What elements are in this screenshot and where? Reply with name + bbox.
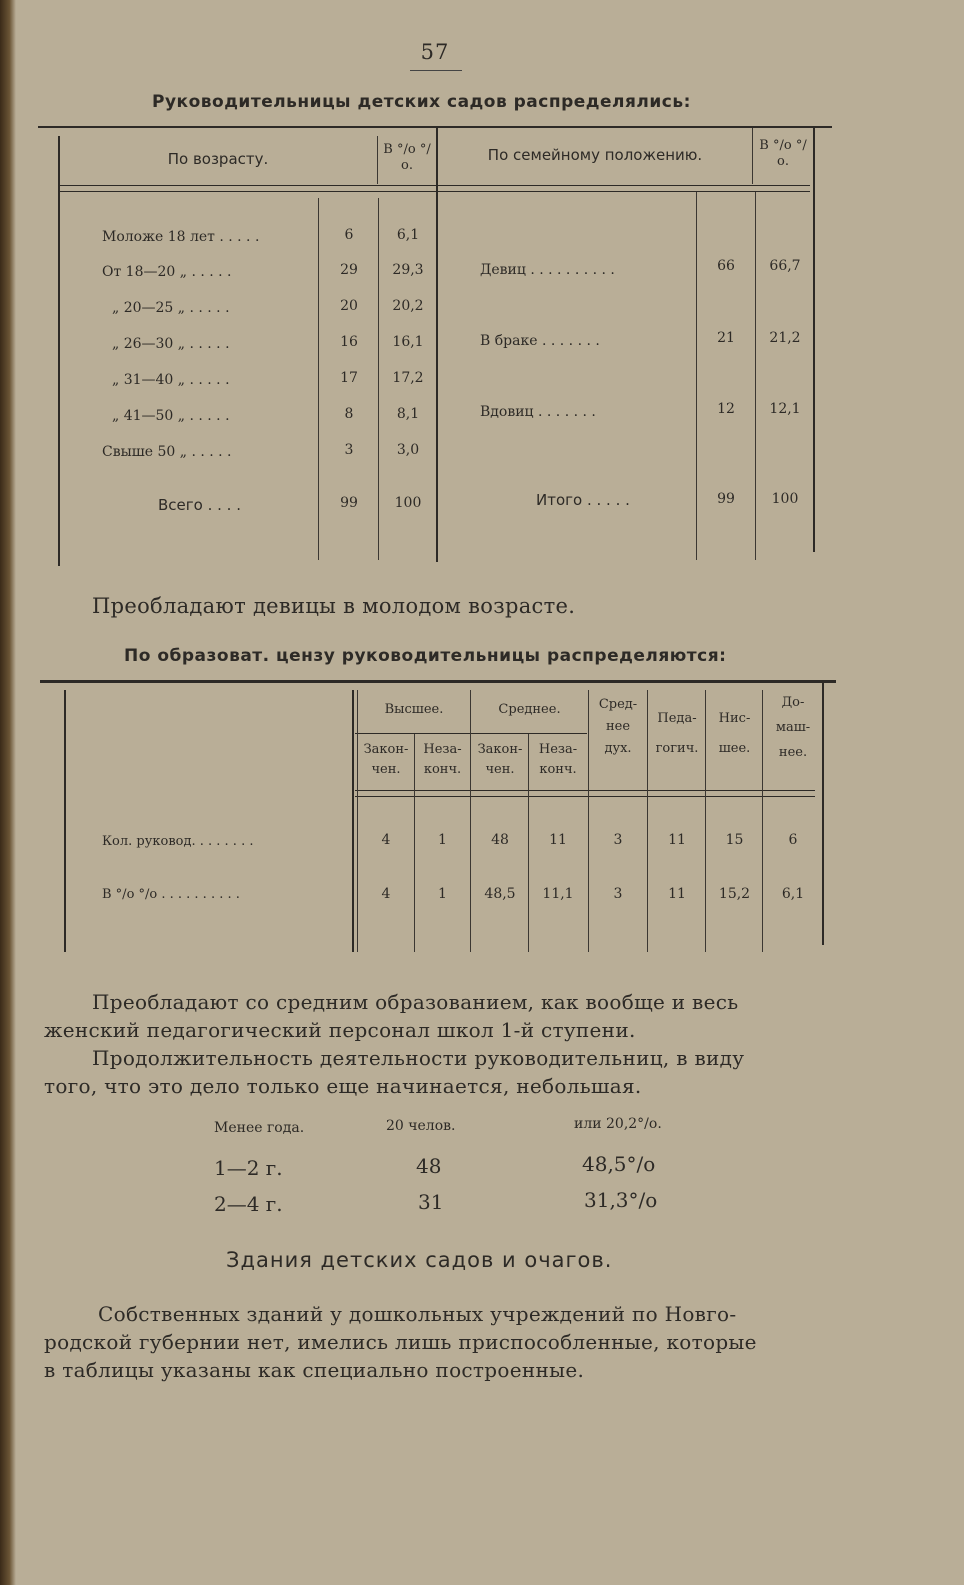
table1-middle-divider	[436, 128, 438, 562]
duration-count: 31	[418, 1190, 444, 1214]
header-pedagogical	[649, 704, 705, 764]
age-row-label: „ 26—30 „ . . . . .	[112, 336, 230, 352]
duration-count: 48	[416, 1154, 442, 1178]
header-home	[764, 690, 822, 765]
table2-row-label: Кол. руковод. . . . . . . .	[102, 834, 254, 849]
table1-divider	[377, 136, 378, 184]
family-row-label: Девиц . . . . . . . . . .	[480, 262, 615, 278]
header-incomplete	[415, 740, 470, 780]
table1-divider	[752, 128, 753, 184]
table2-cell: 11	[549, 832, 567, 848]
header-sec-spiritual	[590, 694, 646, 760]
table2-cell: 4	[381, 832, 391, 848]
table2-divider	[470, 690, 471, 952]
table2-cell: 11	[668, 832, 686, 848]
table2-cell: 15	[725, 832, 744, 848]
age-row-pct: 3,0	[396, 442, 420, 458]
family-row-pct: 66,7	[769, 258, 801, 274]
age-row-pct: 6,1	[396, 227, 420, 243]
table2-divider	[588, 690, 589, 952]
header-line: нее.	[778, 745, 808, 760]
table2-cell: 3	[613, 832, 623, 848]
table2-row-label: В °/о °/о . . . . . . . . . .	[102, 887, 240, 902]
family-row-pct: 21,2	[769, 330, 801, 346]
header-completed	[358, 740, 414, 780]
duration-pct: 48,5°/о	[582, 1152, 656, 1176]
table2-cell: 15,2	[718, 886, 751, 902]
paragraph-girls-predominate: Преобладают девицы в молодом возрасте.	[92, 594, 576, 618]
family-total-label: Итого . . . . .	[536, 491, 630, 509]
header-line: дух.	[604, 741, 632, 756]
header-line: Педа-	[657, 711, 697, 726]
paragraph-secondary-line1: Преобладают со средним образованием, как вообще и весь	[92, 990, 739, 1014]
page-number-rule	[410, 70, 462, 71]
table1-left-border	[58, 136, 60, 566]
table1-divider	[378, 198, 379, 560]
table2-divider	[705, 690, 706, 952]
age-total-pct: 100	[394, 495, 422, 511]
table2-cell: 4	[381, 886, 391, 902]
age-row-count: 16	[340, 334, 358, 350]
header-line: конч.	[539, 762, 577, 777]
family-total-pct: 100	[771, 491, 799, 507]
table1-header-rule2	[58, 191, 810, 192]
duration-period: Менее года.	[214, 1120, 305, 1136]
table2-divider	[647, 690, 648, 952]
paragraph-buildings-line1: Собственных зданий у дошкольных учреждений по Новго-	[98, 1302, 737, 1326]
table1-right-border	[813, 128, 815, 552]
table1-header-rule	[58, 185, 810, 186]
table2-left-border	[64, 690, 66, 952]
age-row-pct: 16,1	[392, 334, 424, 350]
family-row-label: Вдовиц . . . . . . .	[480, 404, 596, 420]
book-spine-shadow	[0, 0, 16, 1585]
header-line: конч.	[423, 762, 462, 777]
duration-period: 1—2 г.	[214, 1156, 283, 1180]
table2-cell: 6	[788, 832, 798, 848]
header-secondary: Среднее.	[498, 702, 561, 717]
header-line: маш-	[775, 720, 811, 735]
table2-header-rule	[355, 790, 815, 791]
table2-cell: 11	[668, 886, 686, 902]
family-row-label: В браке . . . . . . .	[480, 333, 600, 349]
table1-divider	[755, 192, 756, 560]
header-line: Сред-	[598, 697, 638, 712]
header-completed	[472, 740, 528, 780]
table2-cell: 48	[491, 832, 509, 848]
family-row-count: 66	[717, 258, 735, 274]
paragraph-duration-line1: Продолжительность деятельности руководительниц, в виду	[92, 1046, 745, 1070]
header-family: По семейному положению.	[487, 146, 703, 164]
family-total-count: 99	[717, 491, 735, 507]
header-line: Неза-	[538, 742, 578, 757]
header-lower	[707, 704, 762, 764]
header-line: Закон-	[477, 742, 523, 757]
table1-top-rule	[38, 126, 832, 128]
header-line: Закон-	[363, 742, 409, 757]
age-row-count: 6	[344, 227, 354, 243]
table2-divider	[762, 690, 763, 952]
age-row-label: „ 20—25 „ . . . . .	[112, 300, 230, 316]
age-row-count: 8	[344, 406, 354, 422]
age-row-pct: 29,3	[392, 262, 424, 278]
header-age: По возрасту.	[167, 150, 269, 168]
table2-subheader-rule	[355, 733, 587, 734]
age-row-count: 17	[340, 370, 358, 386]
header-line: чен.	[371, 762, 401, 777]
header-line: шее.	[718, 741, 751, 756]
age-row-count: 20	[340, 298, 358, 314]
age-row-count: 3	[344, 442, 354, 458]
paragraph-buildings-line2: родской губернии нет, имелись лишь приспособленные, которые	[44, 1330, 757, 1354]
section-title: Здания детских садов и очагов.	[226, 1248, 613, 1272]
age-row-pct: 8,1	[396, 406, 420, 422]
table2-cell: 1	[438, 886, 447, 902]
table1-divider	[318, 198, 319, 560]
family-row-pct: 12,1	[769, 401, 801, 417]
age-row-label: Моложе 18 лет . . . . .	[102, 229, 260, 245]
header-line: Нис-	[718, 711, 751, 726]
age-row-count: 29	[340, 262, 358, 278]
duration-pct: или 20,2°/о.	[574, 1116, 662, 1132]
table2-stub-divider	[352, 690, 354, 952]
header-higher: Высшее.	[384, 702, 444, 717]
header-pct: В °/о °/о.	[383, 142, 431, 173]
header-line: До-	[781, 695, 805, 710]
table2-caption: По образоват. цензу руководительницы распределяются:	[124, 646, 727, 666]
header-line: Неза-	[423, 742, 462, 757]
header-pct2: В °/о °/о.	[759, 138, 807, 169]
duration-pct: 31,3°/о	[584, 1188, 658, 1212]
header-line: чен.	[485, 762, 515, 777]
paragraph-duration-line2: того, что это дело только еще начинается, небольшая.	[44, 1074, 642, 1098]
paragraph-buildings-line3: в таблицы указаны как специально построенные.	[44, 1358, 585, 1382]
table2-stub-divider	[357, 690, 358, 952]
duration-count: 20 челов.	[386, 1118, 456, 1134]
age-row-label: „ 31—40 „ . . . . .	[112, 372, 230, 388]
age-total-label: Всего . . . .	[158, 496, 241, 514]
age-row-label: „ 41—50 „ . . . . .	[112, 408, 230, 424]
age-row-pct: 20,2	[392, 298, 424, 314]
age-total-count: 99	[340, 495, 358, 511]
table2-header-rule2	[355, 796, 815, 797]
table2-cell: 48,5	[484, 886, 516, 902]
header-incomplete	[529, 740, 587, 780]
header-line: гогич.	[655, 741, 699, 756]
family-row-count: 12	[717, 401, 735, 417]
family-row-count: 21	[717, 330, 735, 346]
table1-divider	[696, 192, 697, 560]
age-row-label: Свыше 50 „ . . . . .	[102, 444, 232, 460]
page-number: 57	[420, 40, 450, 64]
table2-right-border	[822, 683, 824, 945]
table2-cell: 1	[438, 832, 447, 848]
table2-cell: 3	[613, 886, 623, 902]
paragraph-secondary-line2: женский педагогический персонал школ 1-й ступени.	[44, 1018, 636, 1042]
table2-cell: 11,1	[542, 886, 574, 902]
header-line: нее	[605, 719, 631, 734]
table1-caption: Руководительницы детских садов распределялись:	[152, 92, 691, 112]
age-row-pct: 17,2	[392, 370, 424, 386]
table2-top-rule	[40, 680, 836, 683]
age-row-label: От 18—20 „ . . . . .	[102, 264, 232, 280]
duration-period: 2—4 г.	[214, 1192, 283, 1216]
table2-cell: 6,1	[781, 886, 805, 902]
